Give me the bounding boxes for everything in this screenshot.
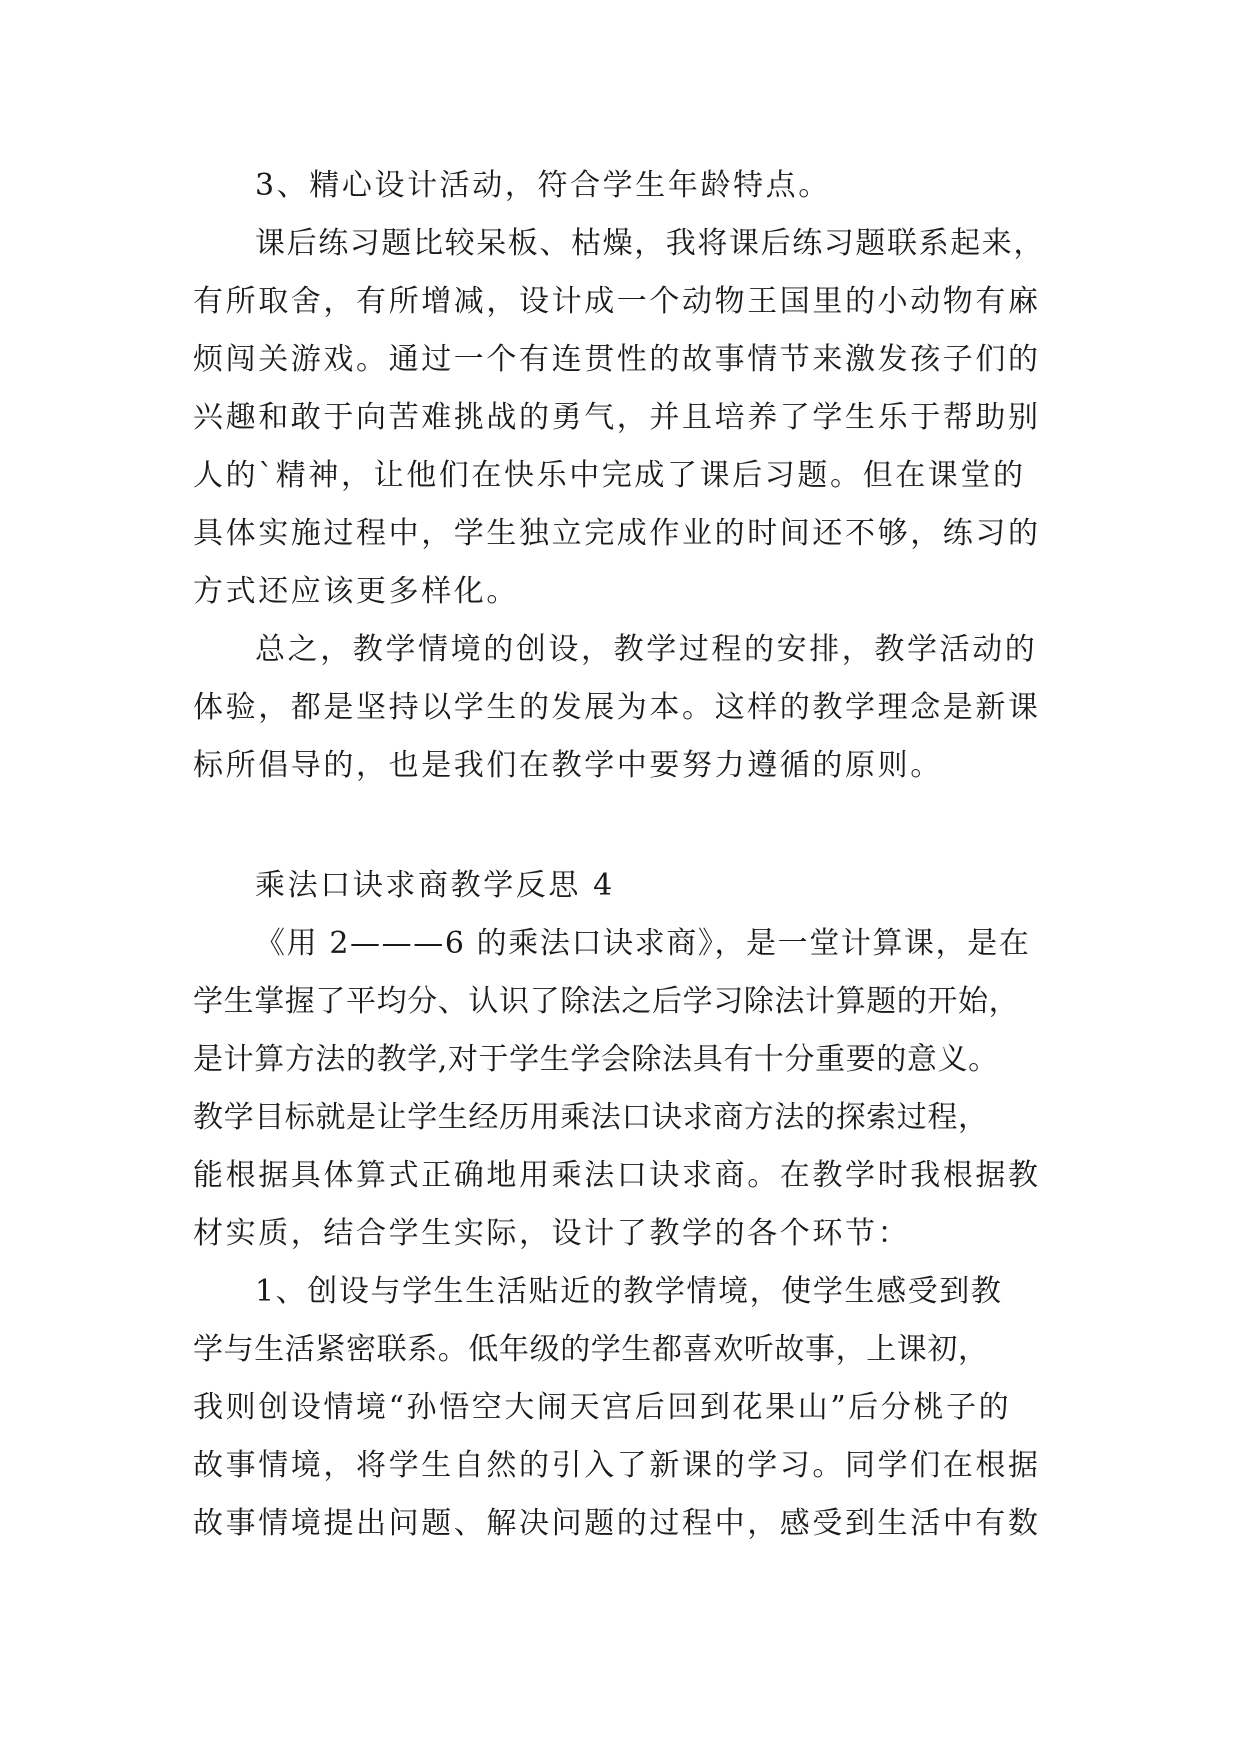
paragraph-line: 故事情境提出问题、解决问题的过程中，感受到生活中有数 — [193, 1506, 1041, 1541]
paragraph-line: 具体实施过程中，学生独立完成作业的时间还不够，练习的 — [193, 516, 1041, 551]
paragraph-line: 总之，教学情境的创设，教学过程的安排，教学活动的 — [255, 632, 1038, 667]
paragraph-line: 能根据具体算式正确地用乘法口诀求商。在教学时我根据教 — [193, 1158, 1041, 1193]
paragraph-line: 3、精心设计活动，符合学生年龄特点。 — [255, 168, 831, 203]
paragraph-line: 课后练习题比较呆板、枯燥，我将课后练习题联系起来， — [255, 226, 1045, 261]
paragraph-line: 有所取舍，有所增减，设计成一个动物王国里的小动物有麻 — [193, 284, 1041, 319]
paragraph-line: 材实质，结合学生实际，设计了教学的各个环节： — [193, 1216, 911, 1251]
paragraph-line: 教学目标就是让学生经历用乘法口诀求商方法的探索过程， — [193, 1100, 989, 1135]
paragraph-line: 体验，都是坚持以学生的发展为本。这样的教学理念是新课 — [193, 690, 1041, 725]
paragraph-line: 兴趣和敢于向苦难挑战的勇气，并且培养了学生乐于帮助别 — [193, 400, 1041, 435]
paragraph-line: 学与生活紧密联系。低年级的学生都喜欢听故事，上课初， — [193, 1332, 989, 1367]
paragraph-line: 学生掌握了平均分、认识了除法之后学习除法计算题的开始， — [193, 984, 1020, 1019]
paragraph-line: 方式还应该更多样化。 — [193, 574, 519, 609]
section-b — [193, 857, 1053, 1553]
section-a — [193, 157, 1053, 795]
paragraph-line: 《用 2———6 的乘法口诀求商》，是一堂计算课，是在 — [255, 926, 1031, 961]
paragraph-line: 人的`精神，让他们在快乐中完成了课后习题。但在课堂的 — [193, 458, 1026, 493]
paragraph-line: 我则创设情境“孙悟空大闹天宫后回到花果山”后分桃子的 — [193, 1390, 1012, 1425]
paragraph-line: 烦闯关游戏。通过一个有连贯性的故事情节来激发孩子们的 — [193, 342, 1041, 377]
section-heading: 乘法口诀求商教学反思 4 — [255, 868, 615, 903]
paragraph-line: 是计算方法的教学,对于学生学会除法具有十分重要的意义。 — [193, 1042, 999, 1077]
paragraph-line: 1、创设与学生生活贴近的教学情境，使学生感受到教 — [255, 1274, 1003, 1309]
paragraph-line: 标所倡导的，也是我们在教学中要努力遵循的原则。 — [193, 748, 943, 783]
paragraph-line: 故事情境，将学生自然的引入了新课的学习。同学们在根据 — [193, 1448, 1041, 1483]
